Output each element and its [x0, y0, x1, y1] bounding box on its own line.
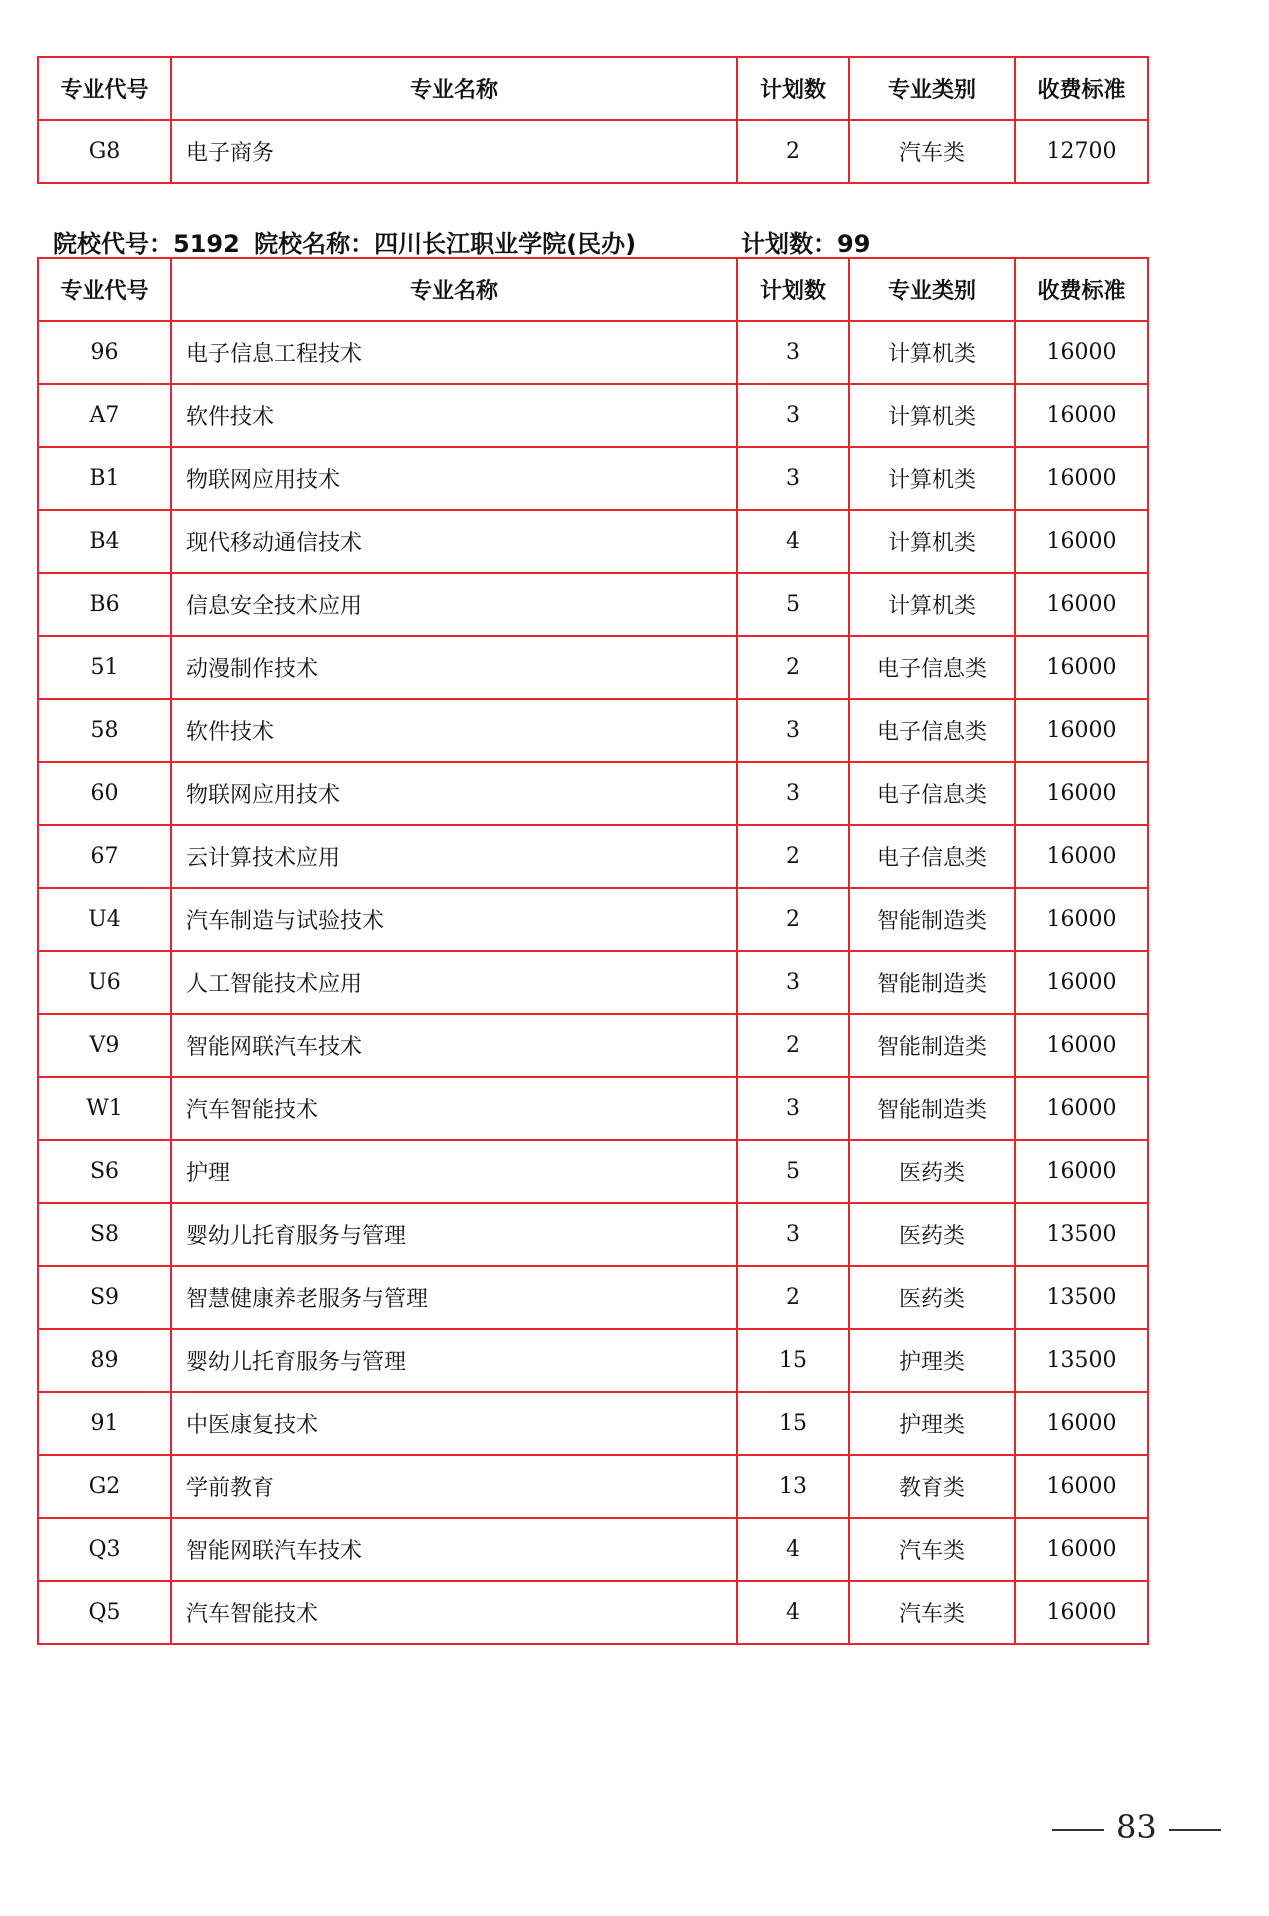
cell-fee: 13500 — [1015, 1329, 1148, 1392]
header-fee: 收费标准 — [1015, 258, 1148, 321]
cell-plan: 4 — [737, 1581, 849, 1644]
dash-left — [1052, 1829, 1104, 1831]
cell-fee: 16000 — [1015, 1392, 1148, 1455]
table-row — [38, 321, 1148, 384]
cell-fee: 13500 — [1015, 1203, 1148, 1266]
cell-plan: 3 — [737, 1077, 849, 1140]
school-plan-count: 99 — [837, 230, 871, 258]
cell-name: 信息安全技术应用 — [171, 573, 737, 636]
cell-category: 护理类 — [849, 1392, 1015, 1455]
cell-category: 智能制造类 — [849, 951, 1015, 1014]
cell-name: 动漫制作技术 — [171, 636, 737, 699]
cell-name: 智能网联汽车技术 — [171, 1014, 737, 1077]
header-code: 专业代号 — [38, 258, 171, 321]
cell-fee: 16000 — [1015, 1518, 1148, 1581]
cell-fee: 16000 — [1015, 510, 1148, 573]
cell-plan: 13 — [737, 1455, 849, 1518]
cell-code: B6 — [38, 573, 171, 636]
page-number — [1040, 1808, 1230, 1846]
cell-fee: 16000 — [1015, 573, 1148, 636]
cell-code: U6 — [38, 951, 171, 1014]
cell-fee: 12700 — [1015, 120, 1148, 183]
cell-plan: 3 — [737, 1203, 849, 1266]
cell-plan: 15 — [737, 1392, 849, 1455]
table-header-row — [38, 258, 1148, 321]
header-code: 专业代号 — [38, 57, 171, 120]
table-body — [38, 120, 1148, 183]
cell-fee: 16000 — [1015, 825, 1148, 888]
cell-category: 智能制造类 — [849, 1077, 1015, 1140]
cell-name: 汽车制造与试验技术 — [171, 888, 737, 951]
cell-category: 智能制造类 — [849, 888, 1015, 951]
cell-category: 智能制造类 — [849, 1014, 1015, 1077]
cell-category: 电子信息类 — [849, 699, 1015, 762]
cell-plan: 3 — [737, 321, 849, 384]
cell-fee: 16000 — [1015, 321, 1148, 384]
table-row — [38, 762, 1148, 825]
school-name: 四川长江职业学院(民办) — [374, 230, 637, 258]
table-row — [38, 636, 1148, 699]
cell-category: 电子信息类 — [849, 825, 1015, 888]
cell-category: 医药类 — [849, 1266, 1015, 1329]
header-category: 专业类别 — [849, 258, 1015, 321]
cell-fee: 16000 — [1015, 1077, 1148, 1140]
cell-category: 电子信息类 — [849, 636, 1015, 699]
cell-name: 电子商务 — [171, 120, 737, 183]
cell-name: 智能网联汽车技术 — [171, 1518, 737, 1581]
cell-code: A7 — [38, 384, 171, 447]
header-name: 专业名称 — [171, 258, 737, 321]
table-row — [38, 1014, 1148, 1077]
cell-category: 医药类 — [849, 1140, 1015, 1203]
header-fee: 收费标准 — [1015, 57, 1148, 120]
cell-code: G2 — [38, 1455, 171, 1518]
cell-fee: 16000 — [1015, 1455, 1148, 1518]
cell-name: 软件技术 — [171, 384, 737, 447]
school-header — [53, 224, 871, 258]
table-row — [38, 447, 1148, 510]
major-table-school-5192 — [37, 257, 1149, 1645]
table-row — [38, 384, 1148, 447]
cell-plan: 5 — [737, 573, 849, 636]
cell-name: 婴幼儿托育服务与管理 — [171, 1329, 737, 1392]
table-row — [38, 120, 1148, 183]
cell-name: 婴幼儿托育服务与管理 — [171, 1203, 737, 1266]
cell-plan: 3 — [737, 447, 849, 510]
cell-fee: 16000 — [1015, 1581, 1148, 1644]
table-row — [38, 1581, 1148, 1644]
cell-code: Q3 — [38, 1518, 171, 1581]
cell-name: 中医康复技术 — [171, 1392, 737, 1455]
cell-code: W1 — [38, 1077, 171, 1140]
cell-category: 计算机类 — [849, 447, 1015, 510]
cell-category: 汽车类 — [849, 1518, 1015, 1581]
cell-plan: 2 — [737, 636, 849, 699]
cell-category: 汽车类 — [849, 1581, 1015, 1644]
cell-name: 汽车智能技术 — [171, 1077, 737, 1140]
school-code-label: 院校代号： — [53, 230, 173, 258]
header-plan: 计划数 — [737, 258, 849, 321]
table-row — [38, 1329, 1148, 1392]
cell-fee: 16000 — [1015, 1140, 1148, 1203]
table-row — [38, 1518, 1148, 1581]
cell-name: 物联网应用技术 — [171, 447, 737, 510]
cell-name: 软件技术 — [171, 699, 737, 762]
cell-code: 51 — [38, 636, 171, 699]
table-row — [38, 1266, 1148, 1329]
cell-category: 汽车类 — [849, 120, 1015, 183]
table-row — [38, 951, 1148, 1014]
cell-plan: 2 — [737, 888, 849, 951]
school-name-label: 院校名称： — [254, 230, 375, 258]
header-plan: 计划数 — [737, 57, 849, 120]
header-category: 专业类别 — [849, 57, 1015, 120]
table-row — [38, 825, 1148, 888]
table-row — [38, 888, 1148, 951]
cell-code: B4 — [38, 510, 171, 573]
cell-code: S9 — [38, 1266, 171, 1329]
cell-category: 计算机类 — [849, 510, 1015, 573]
cell-name: 人工智能技术应用 — [171, 951, 737, 1014]
cell-code: V9 — [38, 1014, 171, 1077]
cell-plan: 3 — [737, 699, 849, 762]
cell-plan: 5 — [737, 1140, 849, 1203]
school-plan — [741, 224, 870, 259]
cell-fee: 16000 — [1015, 447, 1148, 510]
cell-name: 智慧健康养老服务与管理 — [171, 1266, 737, 1329]
cell-code: Q5 — [38, 1581, 171, 1644]
cell-category: 医药类 — [849, 1203, 1015, 1266]
table-row — [38, 510, 1148, 573]
major-table-previous — [37, 56, 1149, 184]
cell-name: 物联网应用技术 — [171, 762, 737, 825]
cell-name: 电子信息工程技术 — [171, 321, 737, 384]
school-plan-label: 计划数： — [741, 230, 837, 258]
cell-plan: 3 — [737, 951, 849, 1014]
cell-category: 护理类 — [849, 1329, 1015, 1392]
cell-code: G8 — [38, 120, 171, 183]
cell-plan: 3 — [737, 384, 849, 447]
cell-plan: 4 — [737, 1518, 849, 1581]
cell-name: 汽车智能技术 — [171, 1581, 737, 1644]
cell-name: 现代移动通信技术 — [171, 510, 737, 573]
cell-plan: 4 — [737, 510, 849, 573]
table-body — [38, 321, 1148, 1644]
cell-fee: 16000 — [1015, 888, 1148, 951]
cell-fee: 13500 — [1015, 1266, 1148, 1329]
cell-name: 学前教育 — [171, 1455, 737, 1518]
table-row — [38, 1392, 1148, 1455]
cell-plan: 2 — [737, 120, 849, 183]
cell-category: 计算机类 — [849, 384, 1015, 447]
cell-name: 护理 — [171, 1140, 737, 1203]
page-number-value: 83 — [1116, 1808, 1157, 1846]
cell-fee: 16000 — [1015, 762, 1148, 825]
cell-code: 96 — [38, 321, 171, 384]
cell-category: 教育类 — [849, 1455, 1015, 1518]
cell-plan: 2 — [737, 825, 849, 888]
table-header-row — [38, 57, 1148, 120]
cell-plan: 3 — [737, 762, 849, 825]
table-row — [38, 699, 1148, 762]
cell-code: 89 — [38, 1329, 171, 1392]
table-row — [38, 1077, 1148, 1140]
table-row — [38, 573, 1148, 636]
cell-fee: 16000 — [1015, 1014, 1148, 1077]
table-row — [38, 1455, 1148, 1518]
cell-fee: 16000 — [1015, 951, 1148, 1014]
cell-fee: 16000 — [1015, 636, 1148, 699]
cell-plan: 2 — [737, 1266, 849, 1329]
table-row — [38, 1203, 1148, 1266]
cell-code: S8 — [38, 1203, 171, 1266]
dash-right — [1169, 1829, 1221, 1831]
cell-code: 58 — [38, 699, 171, 762]
cell-plan: 15 — [737, 1329, 849, 1392]
cell-category: 电子信息类 — [849, 762, 1015, 825]
cell-category: 计算机类 — [849, 573, 1015, 636]
school-code: 5192 — [173, 230, 240, 258]
header-name: 专业名称 — [171, 57, 737, 120]
cell-code: 91 — [38, 1392, 171, 1455]
table-row — [38, 1140, 1148, 1203]
cell-code: 67 — [38, 825, 171, 888]
cell-code: S6 — [38, 1140, 171, 1203]
cell-plan: 2 — [737, 1014, 849, 1077]
cell-code: B1 — [38, 447, 171, 510]
cell-code: U4 — [38, 888, 171, 951]
cell-name: 云计算技术应用 — [171, 825, 737, 888]
cell-code: 60 — [38, 762, 171, 825]
cell-fee: 16000 — [1015, 699, 1148, 762]
cell-fee: 16000 — [1015, 384, 1148, 447]
cell-category: 计算机类 — [849, 321, 1015, 384]
